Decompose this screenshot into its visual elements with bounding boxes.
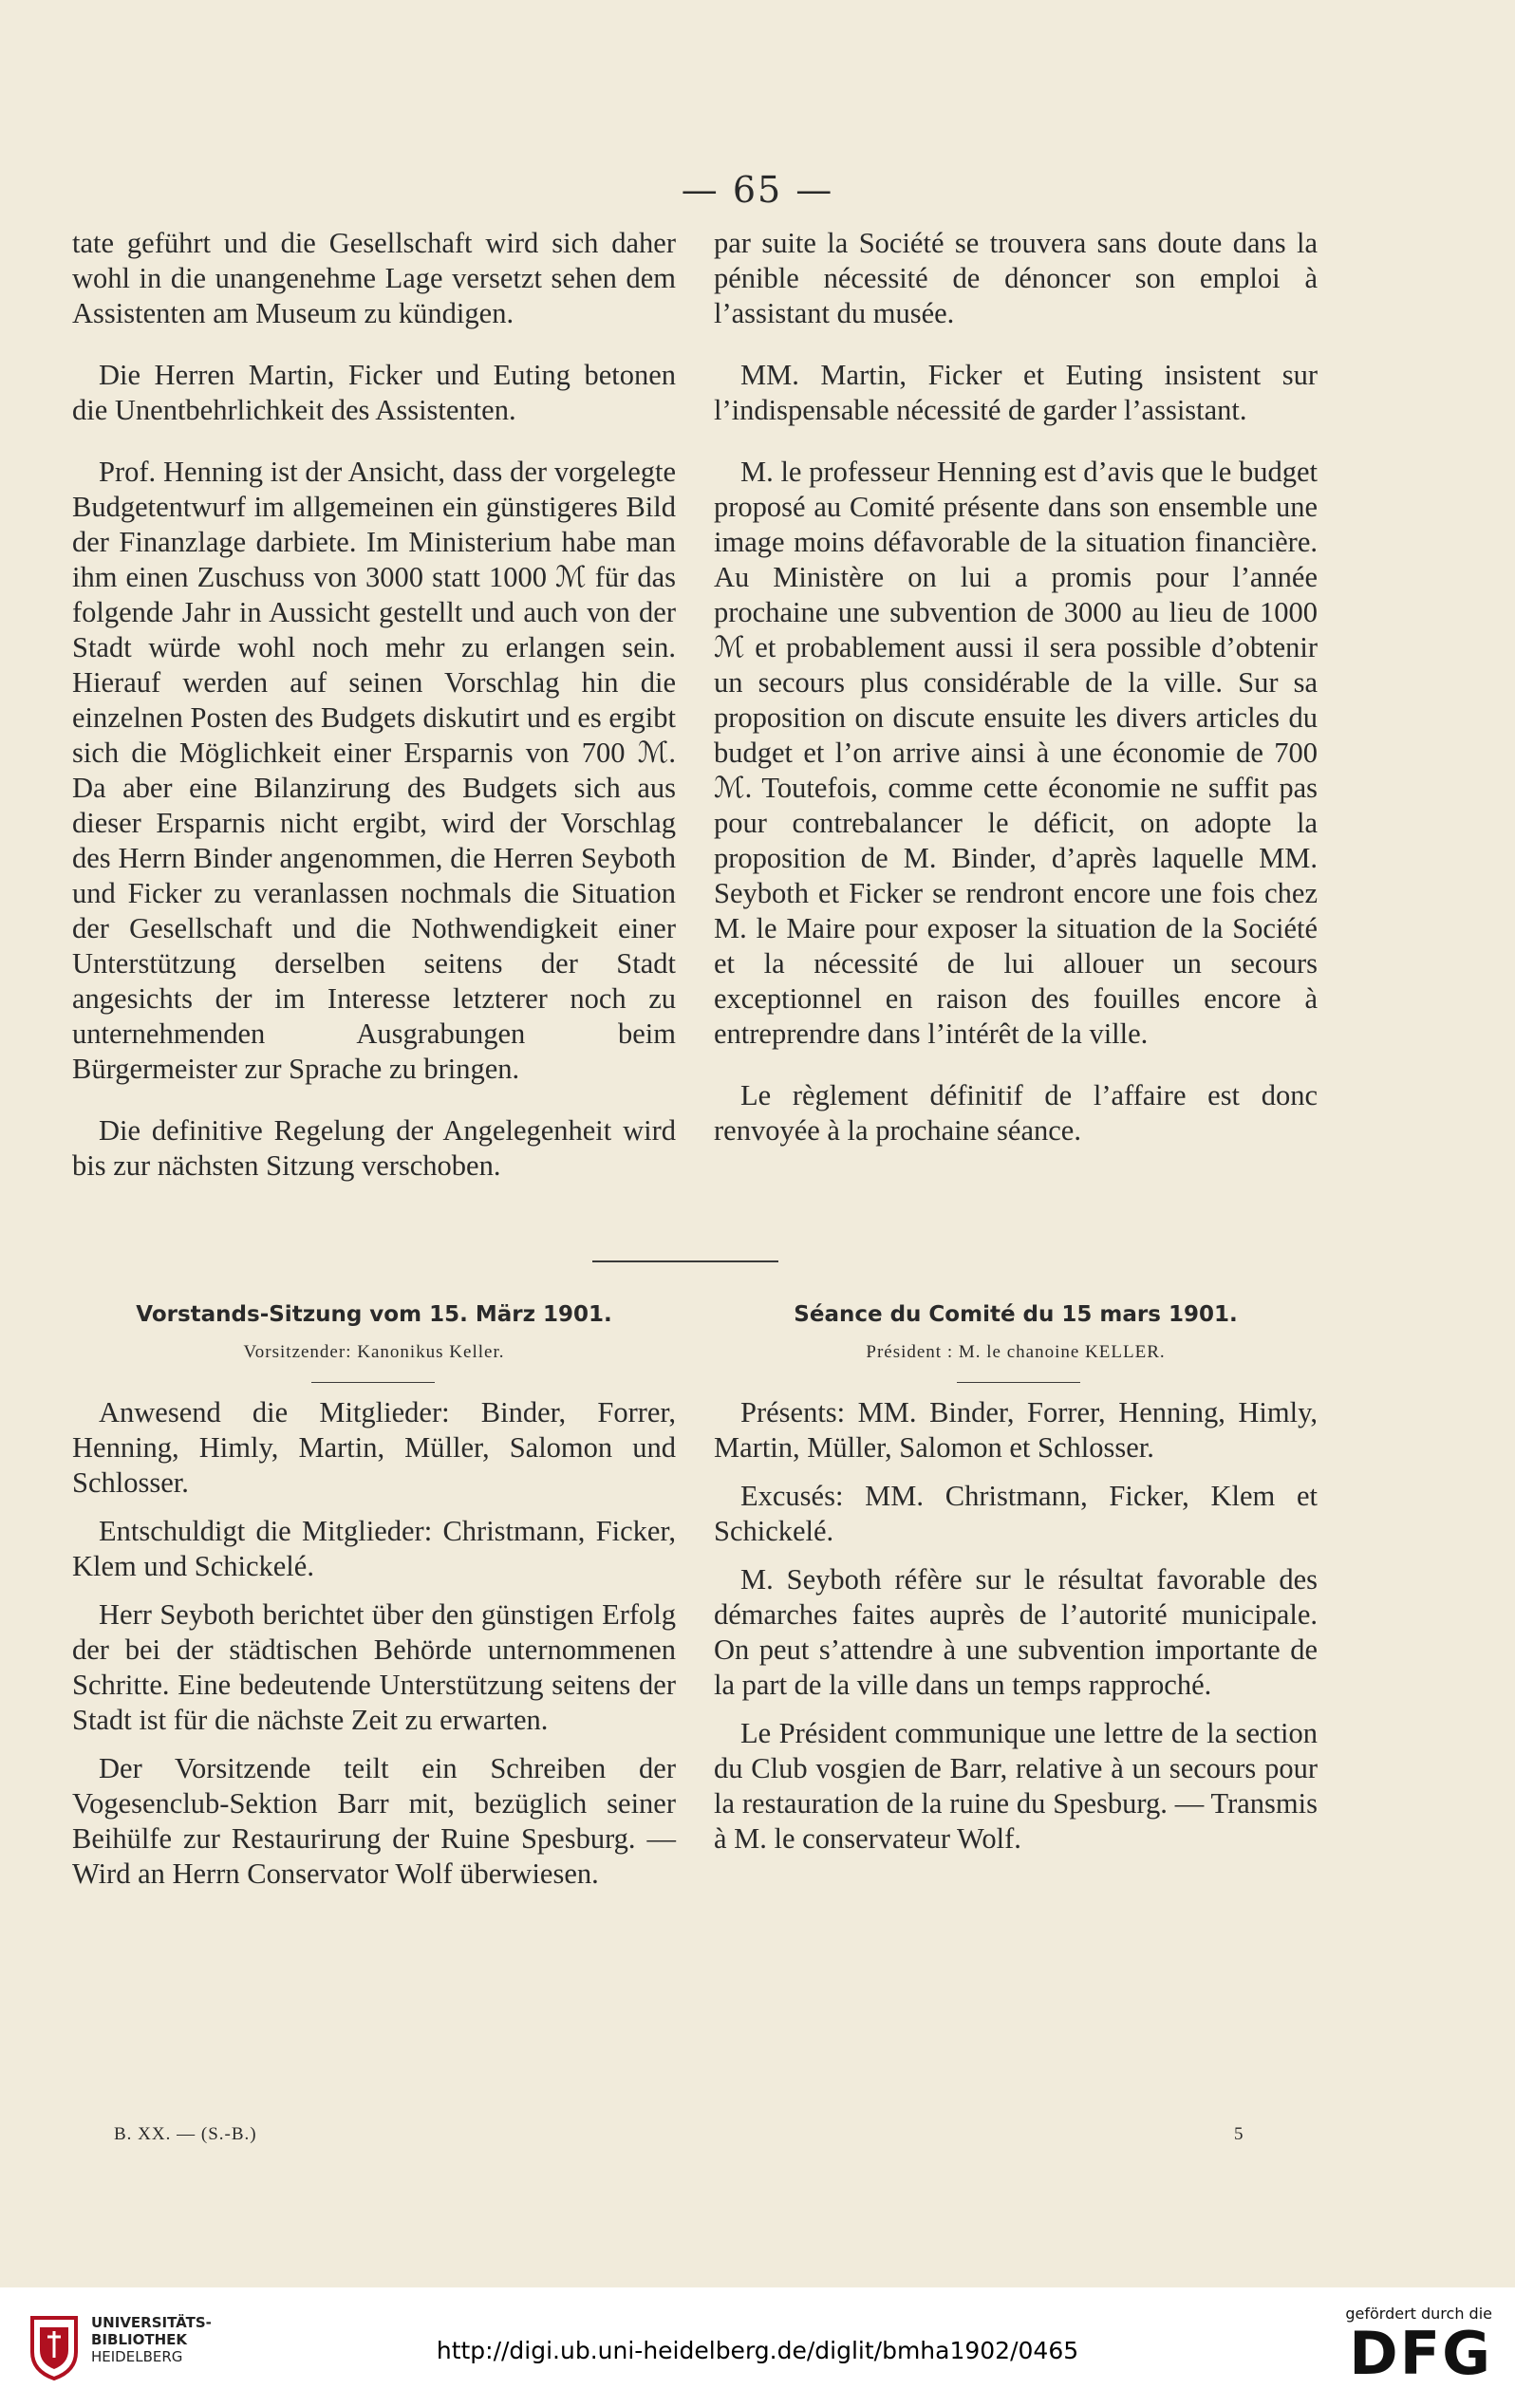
library-name-line-3: HEIDELBERG: [91, 2348, 183, 2365]
left-paragraph-6: Entschuldigt die Mitglieder: Christmann, Ficker, Klem und Schickelé.: [72, 1515, 676, 1582]
right-paragraph-2: MM. Martin, Ficker et Euting insistent sur l’indispensable nécessité de garder l’assistant.: [714, 359, 1318, 426]
right-paragraph-7: M. Seyboth réfère sur le résultat favorable des démarches faites auprès de l’autorité municipale. On peut s’attendre à une subvention importante de la part de la ville dans un temps rapproché.: [714, 1563, 1318, 1701]
left-paragraph-5: Anwesend die Mitglieder: Binder, Forrer, Henning, Himly, Martin, Müller, Salomon und Schlosser.: [72, 1396, 676, 1499]
left-paragraph-1: tate geführt und die Gesellschaft wird sich daher wohl in die unangenehme Lage versetzt sehen dem Assistenten am Museum zu kündigen.: [72, 227, 676, 329]
left-paragraph-7: Herr Seyboth berichtet über den günstigen Erfolg der bei der städtischen Behörde unternommenen Schritte. Eine bedeutende Unterstützung seitens der Stadt ist für die nächste Zeit zu erwarten.: [72, 1598, 676, 1736]
page-number: — 65 —: [681, 169, 834, 211]
permalink-url[interactable]: http://digi.ub.uni-heidelberg.de/diglit/bmha1902/0465: [436, 2337, 1079, 2364]
right-paragraph-1: par suite la Société se trouvera sans doute dans la pénible nécessité de dénoncer son emploi à l’assistant du musée.: [714, 227, 1318, 329]
dfg-logo-text: DFG: [1349, 2319, 1492, 2388]
right-column-top: [714, 226, 1318, 1148]
right-chair-line: Président : M. le chanoine KELLER.: [866, 1342, 1166, 1362]
left-paragraph-3: Prof. Henning ist der Ansicht, dass der vorgelegte Budgetentwurf im allgemeinen ein günstigeres Bild der Finanzlage darbiete. Im Ministerium habe man ihm einen Zuschuss von 3000 statt 1000 ℳ für das folgende Jahr in Aussicht gestellt und auch von der Stadt würde wohl noch mehr zu erlangen sein. Hierauf werden auf seinen Vorschlag hin die einzelnen Posten des Budgets diskutirt und es ergibt sich die Möglichkeit einer Ersparnis von 700 ℳ. Da aber eine Bilanzirung des Budgets sich aus dieser Ersparnis nicht ergibt, wird der Vorschlag des Herrn Binder angenommen, die Herren Seyboth und Ficker zu veranlassen nochmals die Situation der Gesellschaft und die Nothwendigkeit einer Unterstützung derselben seitens der Stadt angesichts der im Interesse letzterer noch zu unternehmenden Ausgrabungen beim Bürgermeister zur Sprache zu bringen.: [72, 456, 676, 1085]
right-paragraph-4: Le règlement définitif de l’affaire est donc renvoyée à la prochaine séance.: [714, 1079, 1318, 1147]
left-paragraph-2: Die Herren Martin, Ficker und Euting betonen die Unentbehrlichkeit des Assistenten.: [72, 359, 676, 426]
left-chair-line: Vorsitzender: Kanonikus Keller.: [243, 1342, 505, 1362]
right-paragraph-3: M. le professeur Henning est d’avis que le budget proposé au Comité présente dans son ensemble une image moins défavorable de la situation financière. Au Ministère on lui a promis pour l’année prochaine une subvention de 3000 au lieu de 1000 ℳ et probablement aussi il sera possible d’obtenir un secours plus considérable de la ville. Sur sa proposition on discute ensuite les divers articles du budget et l’on arrive ainsi à une économie de 700 ℳ. Toutefois, comme cette économie ne suffit pas pour contrebalancer le déficit, on adopte la proposition de M. Binder, d’après laquelle MM. Seyboth et Ficker se rendront encore une fois chez M. le Maire pour exposer la situation de la Société et la nécessité de lui allouer un secours exceptionnel en raison des fouilles encore à entreprendre dans l’intérêt de la ville.: [714, 456, 1318, 1050]
left-paragraph-4: Die definitive Regelung der Angelegenheit wird bis zur nächsten Sitzung verschoben.: [72, 1114, 676, 1182]
left-heading-rule: [311, 1382, 435, 1383]
right-column-bottom: [714, 1395, 1318, 1857]
right-paragraph-5: Présents: MM. Binder, Forrer, Henning, Himly, Martin, Müller, Salomon et Schlosser.: [714, 1396, 1318, 1464]
library-name-line-2: BIBLIOTHEK: [91, 2331, 187, 2348]
right-heading-rule: [957, 1382, 1080, 1383]
section-divider: [592, 1260, 778, 1262]
left-column-bottom: [72, 1395, 676, 1892]
funding-label: gefördert durch die: [1345, 2305, 1492, 2323]
left-section-heading: Vorstands-Sitzung vom 15. März 1901.: [136, 1302, 612, 1327]
left-footer-signature: B. XX. — (S.-B.): [114, 2124, 257, 2144]
left-paragraph-8: Der Vorsitzende teilt ein Schreiben der Vogesenclub-Sektion Barr mit, bezüglich seiner Beihülfe zur Restaurirung der Ruine Spesburg. — Wird an Herrn Conservator Wolf überwiesen.: [72, 1752, 676, 1890]
right-section-heading: Séance du Comité du 15 mars 1901.: [794, 1302, 1238, 1327]
right-paragraph-6: Excusés: MM. Christmann, Ficker, Klem et Schickelé.: [714, 1480, 1318, 1547]
dfg-funding-logo[interactable]: [1345, 2305, 1492, 2388]
left-column-top: [72, 226, 676, 1184]
right-footer-signature: 5: [1234, 2124, 1244, 2144]
right-paragraph-8: Le Président communique une lettre de la section du Club vosgien de Barr, relative à un secours pour la restauration de la ruine du Spesburg. — Transmis à M. le conservateur Wolf.: [714, 1717, 1318, 1855]
library-name-line-1: UNIVERSITÄTS-: [91, 2314, 212, 2331]
